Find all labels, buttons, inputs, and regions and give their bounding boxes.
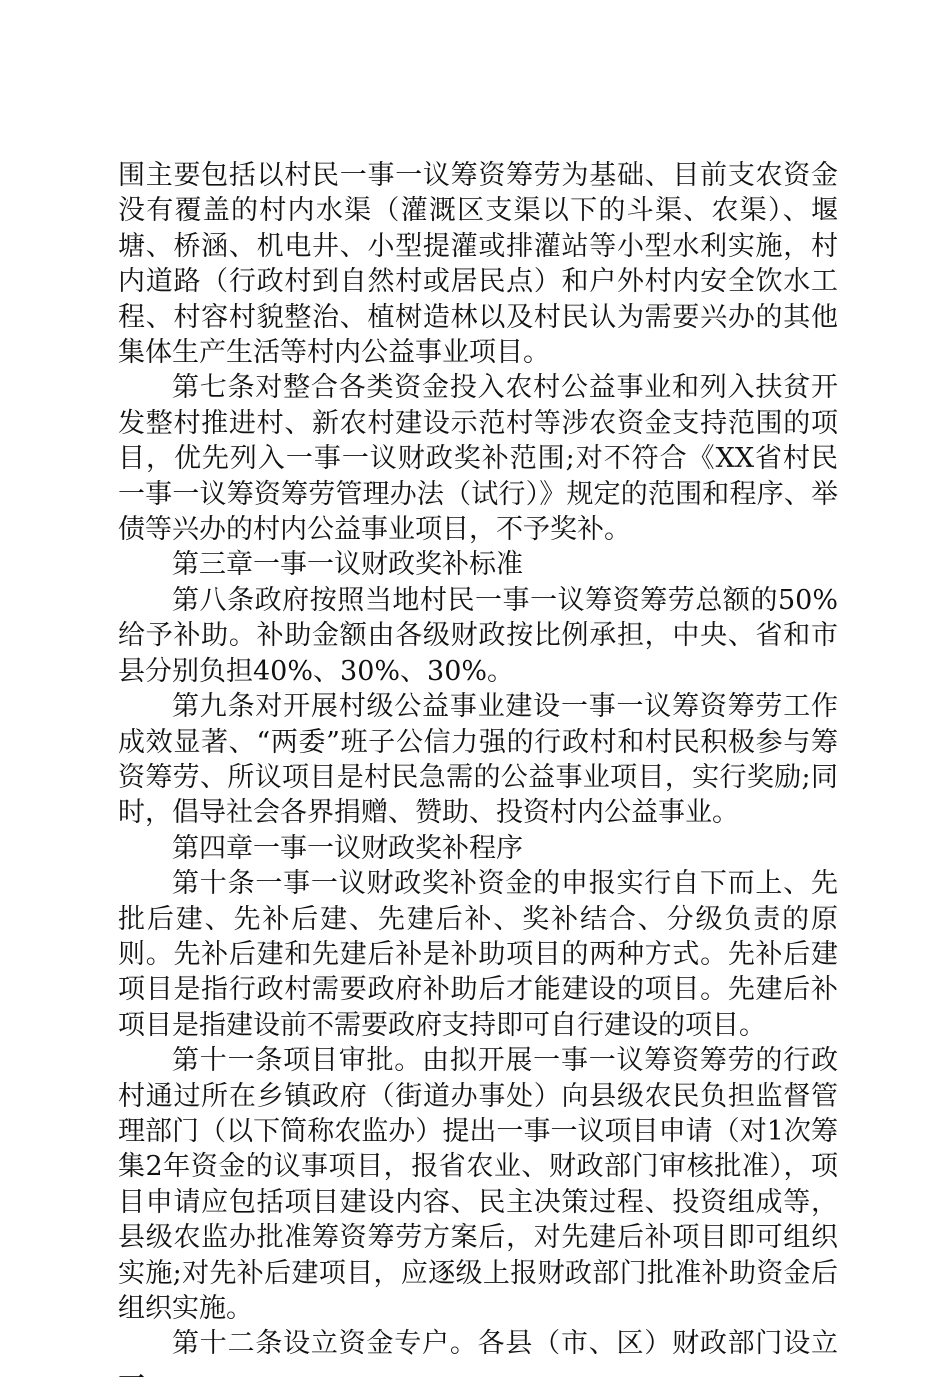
article-12: 第十二条设立资金专户。各县（市、区）财政部门设立一	[118, 1328, 838, 1395]
article-11: 第十一条项目审批。由拟开展一事一议筹资筹劳的行政村通过所在乡镇政府（街道办事处）向县级农民负担监督管理部门（以下简称农监办）提出一事一议项目申请（对1次筹集2年资金的议事项目，报省农业、财政部门审核批准），项目申请应包括项目建设内容、民主决策过程、投资组成等，县级农监办批准筹资筹劳方案后，对先建后补项目即可组织实施;对先补后建项目，应逐级上报财政部门批准补助资金后组织实施。	[118, 1045, 838, 1324]
article-7: 第七条对整合各类资金投入农村公益事业和列入扶贫开发整村推进村、新农村建设示范村等涉农资金支持范围的项目，优先列入一事一议财政奖补范围;对不符合《XX省村民一事一议筹资筹劳管理办法（试行）》规定的范围和程序、举债等兴办的村内公益事业项目，不予奖补。	[118, 372, 838, 546]
chapter-4-heading: 第四章一事一议财政奖补程序	[172, 832, 523, 864]
paragraph-scope-continuation: 围主要包括以村民一事一议筹资筹劳为基础、目前支农资金没有覆盖的村内水渠（灌溉区支渠以下的斗渠、农渠）、堰塘、桥涵、机电井、小型提灌或排灌站等小型水利实施，村内道路（行政村到自然村或居民点）和户外村内安全饮水工程、村容村貌整治、植树造林以及村民认为需要兴办的其他集体生产生活等村内公益事业项目。	[118, 160, 838, 369]
chapter-3-heading: 第三章一事一议财政奖补标准	[172, 549, 523, 581]
document-body	[118, 158, 838, 1397]
article-9: 第九条对开展村级公益事业建设一事一议筹资筹劳工作成效显著、“两委”班子公信力强的行政村和村民积极参与筹资筹劳、所议项目是村民急需的公益事业项目，实行奖励;同时，倡导社会各界捐赠、赞助、投资村内公益事业。	[118, 691, 838, 829]
article-8: 第八条政府按照当地村民一事一议筹资筹劳总额的50%给予补助。补助金额由各级财政按比例承担，中央、省和市县分别负担40%、30%、30%。	[118, 584, 838, 687]
article-10: 第十条一事一议财政奖补资金的申报实行自下而上、先批后建、先补后建、先建后补、奖补结合、分级负责的原则。先补后建和先建后补是补助项目的两种方式。先补后建项目是指行政村需要政府补助后才能建设的项目。先建后补项目是指建设前不需要政府支持即可自行建设的项目。	[118, 868, 838, 1041]
